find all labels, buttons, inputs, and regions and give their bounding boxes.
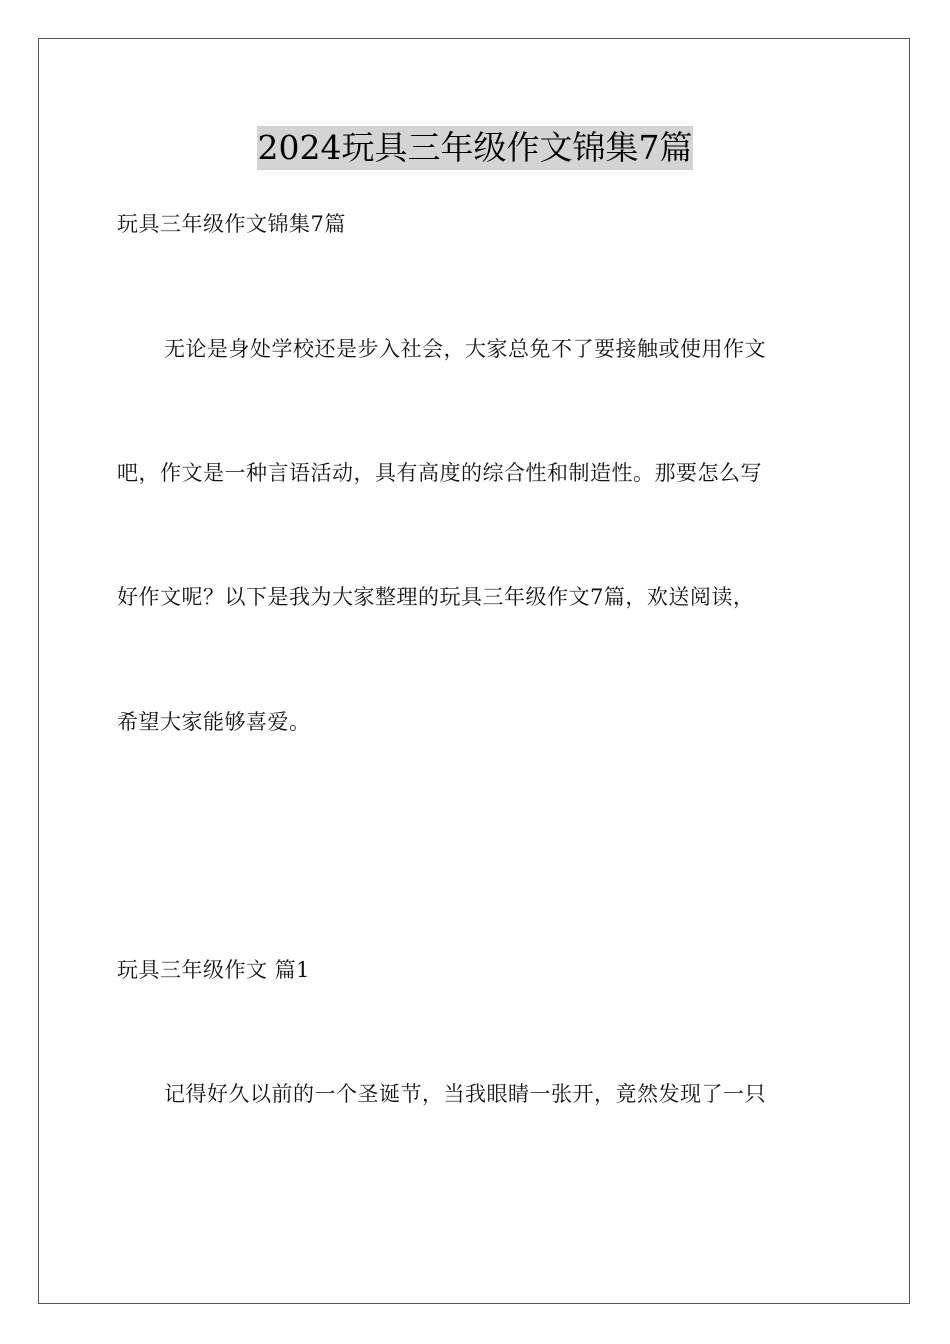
intro-line-4: 希望大家能够喜爱。: [117, 710, 311, 734]
section-heading: 玩具三年级作文 篇1: [117, 958, 311, 982]
document-subtitle: 玩具三年级作文锦集7篇: [117, 212, 346, 236]
title-container: [0, 126, 950, 170]
section-line-1: 记得好久以前的一个圣诞节，当我眼睛一张开，竟然发现了一只: [164, 1082, 766, 1106]
intro-line-2: 吧，作文是一种言语活动，具有高度的综合性和制造性。那要怎么写: [117, 461, 762, 485]
intro-line-3: 好作文呢？以下是我为大家整理的玩具三年级作文7篇，欢送阅读，: [117, 585, 755, 609]
intro-line-1: 无论是身处学校还是步入社会，大家总免不了要接触或使用作文: [164, 337, 766, 361]
document-title: 2024玩具三年级作文锦集7篇: [257, 126, 694, 170]
